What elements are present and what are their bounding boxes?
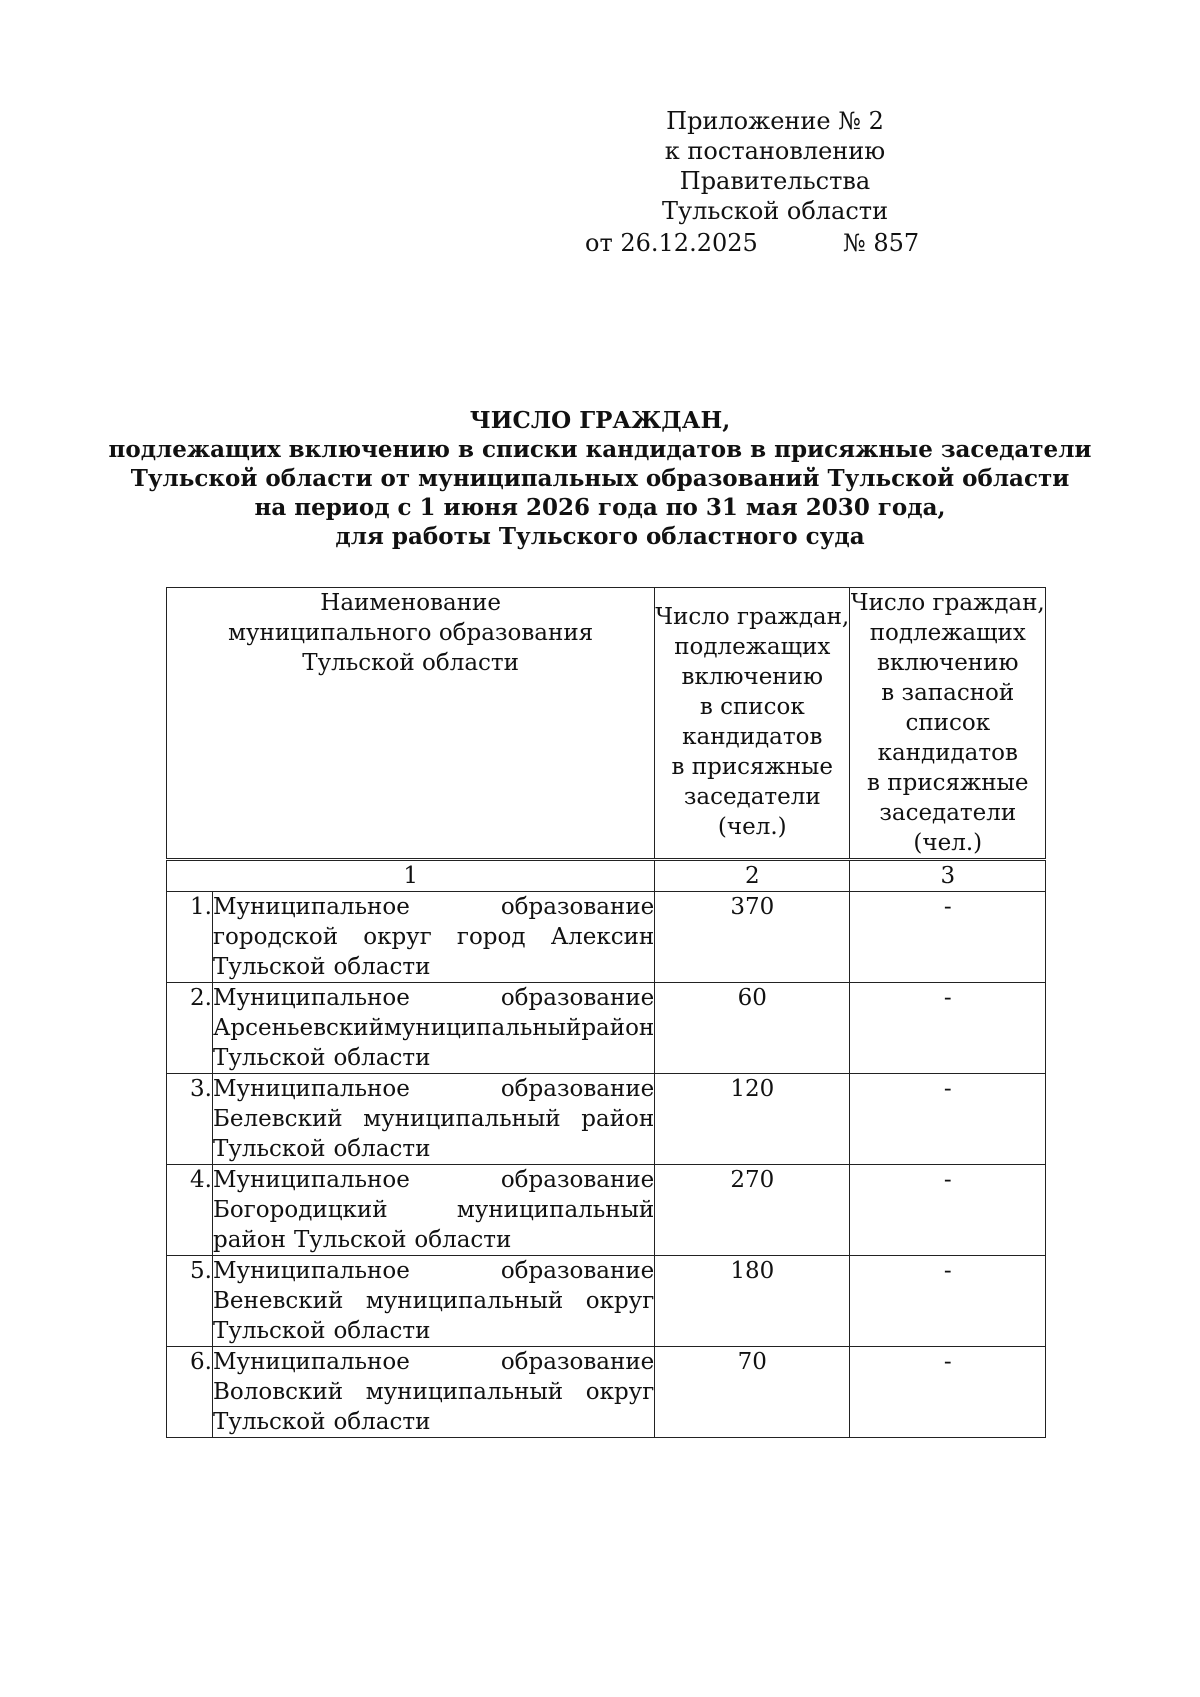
table-row [167, 1256, 1046, 1347]
title-line: Тульской области от муниципальных образований Тульской области [130, 465, 1070, 492]
table-row [167, 892, 1046, 983]
municipality-name-word: Муниципальное [213, 1076, 410, 1102]
header-reserve-line: в запасной [881, 680, 1015, 706]
header-main-line: кандидатов [682, 724, 823, 750]
header-main-line: в список [699, 694, 805, 720]
row-number: 2. [167, 983, 213, 1074]
municipality-name-word: городской [213, 924, 339, 950]
main-list-count: 370 [655, 892, 850, 983]
appendix-label: Приложение № 2 [666, 107, 884, 135]
municipality-name-word: Тульской [213, 1136, 326, 1162]
municipality-name-word: Муниципальное [213, 1349, 410, 1375]
municipality-name-word: Богородицкий [213, 1197, 388, 1223]
municipality-name-word: Воловский [213, 1379, 344, 1405]
row-number: 3. [167, 1074, 213, 1165]
header-main-line: заседатели [683, 784, 821, 810]
header-reserve-line: заседатели [879, 800, 1017, 826]
row-number: 1. [167, 892, 213, 983]
order-date: от 26.12.2025 [585, 229, 758, 257]
municipality-name-word: округ [585, 1288, 655, 1314]
title-line: на период с 1 июня 2026 года по 31 мая 2030 года, [254, 494, 946, 521]
header-reserve-line: кандидатов [877, 740, 1018, 766]
municipality-name-word: округ [585, 1379, 655, 1405]
order-number: № 857 [843, 229, 920, 257]
municipality-name-line [213, 1316, 654, 1346]
municipality-name-word: Муниципальное [213, 894, 410, 920]
municipality-name-word: район [213, 1227, 286, 1253]
municipality-name-line [213, 983, 654, 1013]
appendix-reference: к постановлению Правительства [664, 137, 886, 195]
header-reserve-line: подлежащих [869, 620, 1026, 646]
municipality-name [213, 1165, 655, 1256]
municipality-name-word: муниципальный [363, 1106, 561, 1132]
municipality-name-line [213, 1104, 654, 1134]
municipality-name-word: Тульской [213, 954, 326, 980]
municipality-name-word: Белевский [213, 1106, 343, 1132]
jurors-table [166, 587, 1046, 1438]
municipality-name-word: области [333, 1136, 431, 1162]
reserve-list-count: - [850, 892, 1046, 983]
municipality-name-line [213, 1286, 654, 1316]
municipality-name-line [213, 1043, 654, 1073]
municipality-name-line [213, 1407, 654, 1437]
title-line: для работы Тульского областного суда [335, 523, 865, 550]
header-main-line: в присяжные [671, 754, 833, 780]
municipality-name-word: Муниципальное [213, 985, 410, 1011]
reserve-list-count: - [850, 1165, 1046, 1256]
header-main-line: (чел.) [717, 814, 787, 840]
reserve-list-count: - [850, 1256, 1046, 1347]
column-number: 3 [850, 860, 1046, 892]
municipality-name-word: Тульской [293, 1227, 407, 1253]
header-reserve-line: включению [877, 650, 1019, 676]
table-row [167, 1165, 1046, 1256]
municipality-name-line [213, 952, 654, 982]
column-number: 2 [655, 860, 850, 892]
municipality-name-word: области [414, 1227, 512, 1253]
municipality-name-word: Алексин [550, 924, 655, 950]
municipality-name-line [213, 1165, 654, 1195]
header-name-cell [167, 588, 655, 860]
header-reserve-line: список [905, 710, 991, 736]
municipality-name-line [213, 1074, 654, 1104]
municipality-name-word: Тульской [213, 1409, 326, 1435]
municipality-name-word: муниципальный [383, 1015, 582, 1041]
title-line: ЧИСЛО ГРАЖДАН, [469, 407, 731, 434]
municipality-name-word: муниципальный [365, 1288, 564, 1314]
row-number: 6. [167, 1347, 213, 1438]
header-main-line: подлежащих [674, 634, 831, 660]
title-line: подлежащих включению в списки кандидатов в присяжные заседатели [108, 436, 1092, 463]
table-row [167, 1347, 1046, 1438]
municipality-name-word: муниципальный [456, 1197, 655, 1223]
header-name-line: Тульской области [302, 650, 519, 676]
municipality-name-line [213, 1134, 654, 1164]
municipality-name-word: образование [500, 894, 655, 920]
reserve-list-count: - [850, 983, 1046, 1074]
municipality-name-word: Тульской [213, 1318, 326, 1344]
table-row [167, 1074, 1046, 1165]
main-list-count: 180 [655, 1256, 850, 1347]
main-list-count: 120 [655, 1074, 850, 1165]
header-name-line: Наименование [320, 590, 501, 616]
appendix-region: Тульской области [661, 197, 889, 225]
reserve-list-count: - [850, 1074, 1046, 1165]
table-row [167, 983, 1046, 1074]
municipality-name-word: Муниципальное [213, 1258, 410, 1284]
municipality-name-line [213, 1195, 654, 1225]
table-header-row [167, 588, 1046, 860]
municipality-name-line [213, 1225, 654, 1255]
header-main-line: включению [681, 664, 823, 690]
municipality-name-word: образование [500, 1167, 655, 1193]
municipality-name-word: области [333, 954, 431, 980]
header-reserve-line: (чел.) [913, 830, 983, 856]
main-list-count: 270 [655, 1165, 850, 1256]
row-number: 4. [167, 1165, 213, 1256]
appendix-block [585, 106, 965, 226]
municipality-name-word: город [456, 924, 526, 950]
column-number: 1 [167, 860, 655, 892]
municipality-name-word: образование [500, 1076, 655, 1102]
header-reserve-line: Число граждан, [850, 590, 1045, 616]
header-reserve-count-cell [850, 588, 1046, 860]
header-main-line: Число граждан, [655, 604, 850, 630]
header-name-line: муниципального образования [228, 620, 594, 646]
municipality-name [213, 983, 655, 1074]
municipality-name [213, 1256, 655, 1347]
municipality-name-word: муниципальный [365, 1379, 564, 1405]
municipality-name-line [213, 1377, 654, 1407]
municipality-name-word: округ [363, 924, 432, 950]
row-number: 5. [167, 1256, 213, 1347]
municipality-name-word: области [333, 1045, 431, 1071]
municipality-name-line [213, 892, 654, 922]
municipality-name [213, 1074, 655, 1165]
municipality-name-word: Тульской [213, 1045, 326, 1071]
reserve-list-count: - [850, 1347, 1046, 1438]
municipality-name-word: район [581, 1106, 655, 1132]
municipality-name-word: области [333, 1318, 431, 1344]
header-main-count-cell [655, 588, 850, 860]
municipality-name-word: образование [500, 1349, 655, 1375]
municipality-name-word: области [333, 1409, 431, 1435]
municipality-name-word: образование [500, 1258, 655, 1284]
municipality-name-word: район [581, 1015, 655, 1041]
municipality-name-word: образование [500, 985, 655, 1011]
main-list-count: 70 [655, 1347, 850, 1438]
municipality-name-line [213, 1013, 654, 1043]
municipality-name-word: Муниципальное [213, 1167, 410, 1193]
header-reserve-line: в присяжные [867, 770, 1029, 796]
municipality-name [213, 892, 655, 983]
municipality-name-word: Арсеньевский [213, 1015, 384, 1041]
column-number-row [167, 860, 1046, 892]
document-title [90, 406, 1110, 551]
municipality-name [213, 1347, 655, 1438]
municipality-name-line [213, 1256, 654, 1286]
municipality-name-line [213, 922, 654, 952]
municipality-name-line [213, 1347, 654, 1377]
main-list-count: 60 [655, 983, 850, 1074]
municipality-name-word: Веневский [213, 1288, 344, 1314]
